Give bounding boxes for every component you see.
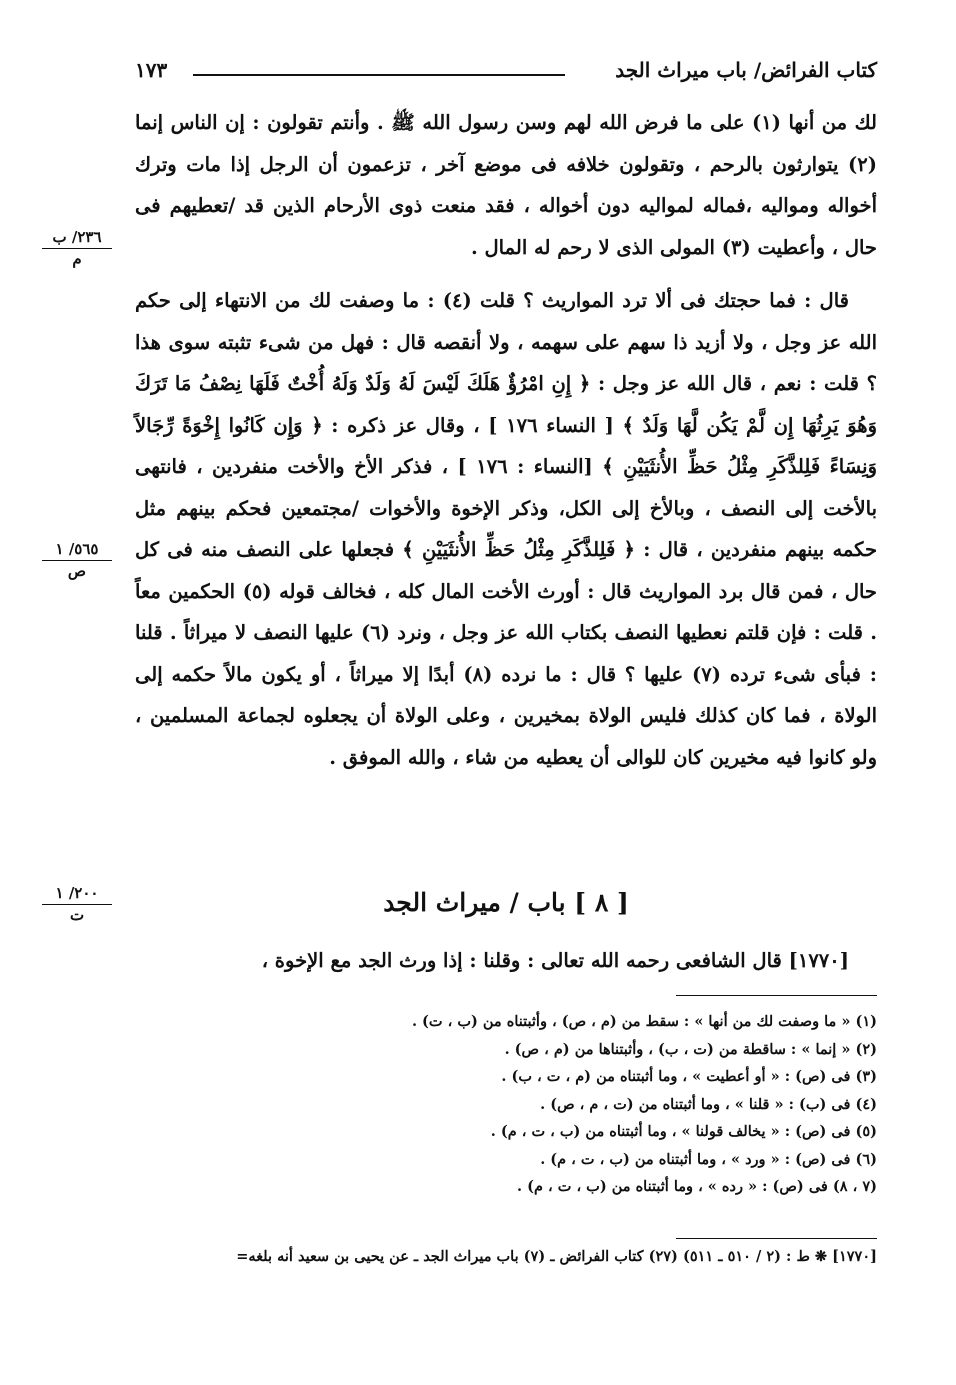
paragraph-2-block [135,280,877,778]
footnote: (١) « ما وصفت لك من أنها » : سقط من (م ، ص) ، وأثبتناه من (ب ، ت) . [411,1013,877,1030]
margin-note-number: ٢٠٠/ ١ [42,884,112,905]
margin-note-manuscript-s [42,540,112,580]
margin-note-letter: ت [69,906,85,924]
footnotes [200,1008,877,1201]
header-rule [193,74,565,76]
footnote-rule [676,995,877,996]
footnote: (٧ ، ٨) فى (ص) : « رده » ، وما أثبتناه من (ب ، ت ، م) . [517,1178,877,1195]
footnote: (٦) فى (ص) : « ورد » ، وما أثبتناه من (ب ، ت ، م) . [540,1150,877,1168]
margin-note-number: ٢٣٦/ ب [42,228,112,249]
footnote: (٣) فى (ص) : « أو أعطيت » ، وما أثبتناه من (م ، ت ، ب) . [501,1068,877,1085]
opening-line-block [135,940,877,982]
chapter-title: [ ٨ ] باب / ميراث الجد [383,888,629,917]
margin-note-manuscript-t [42,884,112,924]
page-number: ١٧٣ [135,58,168,82]
margin-note-number: ٥٦٥/ ١ [42,540,112,561]
opening-line: [١٧٧٠] قال الشافعى رحمه الله تعالى : وقلنا : إذا ورث الجد مع الإخوة ، [261,949,849,972]
margin-note-letter: م [72,250,82,268]
footnote: (٢) « إنما » : ساقطة من (ت ، ب) ، وأثبتناها من (م ، ص) . [504,1040,877,1058]
paragraph-1-block [135,102,877,268]
footnote: (٥) فى (ص) : « يخالف قولنا » ، وما أثبتناه من (ب ، ت ، م) . [490,1123,877,1140]
footnote: (٤) فى (ب) : « قلنا » ، وما أثبتناه من (ت ، م ، ص) . [540,1095,877,1113]
source-rule [676,1238,877,1239]
paragraph-2: قال : فما حجتك فى ألا ترد المواريث ؟ قلت (٤) : ما وصفت لك من الانتهاء إلى حكم الله عز وجل ، ولا أزيد ذا سهم على سهمه ، ولا أنقصه قال : فهل من شىء تثبته سوى هذا ؟ قلت : نعم ، قال الله عز وجل : ﴿ إِنِ امْرُؤٌ هَلَكَ لَيْسَ لَهُ وَلَدٌ وَلَهُ أُخْتٌ فَلَهَا نِصْفُ مَا تَرَكَ وَهُوَ يَرِثُهَا إِن لَّمْ يَكُن لَّهَا وَلَدٌ ﴾ [ النساء ١٧٦ ] ، وقال عز ذكره : ﴿ وَإِن كَانُوا إِخْوَةً رِّجَالاً وَنِسَاءً فَلِلذَّكَرِ مِثْلُ حَظِّ الأُنثَيَيْنِ ﴾ [النساء : ١٧٦ ] ، فذكر الأخ والأخت منفردين ، فانتهى بالأخت إلى النصف ، وبالأخ إلى الكل، وذكر الإخوة والأخوات /مجتمعين فحكم بينهم مثل حكمه بينهم منفردين ، قال : ﴿ فَلِلذَّكَرِ مِثْلُ حَظِّ الأُنثَيَيْنِ ﴾ فجعلها على النصف منه فى كل حال ، فمن قال برد المواريث قال : أورث الأخت المال كله ، فخالف قوله (٥) الحكمين معاً . قلت : فإن قلتم نعطيها النصف بكتاب الله عز وجل ، ونرد (٦) عليها النصف لا ميراثاً . قلنا : فبأى شىء ترده (٧) عليها ؟ قال : ما نرده (٨) أبدًا إلا ميراثاً ، أو يكون مالاً حكمه إلى الولاة ، فما كان كذلك فليس الولاة بمخيرين ، وعلى الولاة أن يجعلوه لجماعة المسلمين ، ولو كانوا فيه مخيرين كان للوالى أن يعطيه من شاء ، والله الموفق . [135,289,877,769]
source-note: [١٧٧٠] ❋ ط : (٢ / ٥١٠ ـ ٥١١) (٢٧) كتاب الفرائض ـ (٧) باب ميراث الجد ـ عن يحيى بن سعيد أنه بلغه= [236,1248,877,1265]
margin-note-manuscript-m [42,228,112,268]
margin-note-letter: ص [67,562,87,580]
running-title: كتاب الفرائض/ باب ميراث الجد [615,58,877,82]
paragraph-1: لك من أنها (١) على ما فرض الله لهم وسن رسول الله ﷺ . وأنتم تقولون : إن الناس إنما (٢) يتوارثون بالرحم ، وتقولون خلافه فى موضع آخر ، تزعمون أن الرجل إذا مات وترك أخواله ومواليه ،فماله لمواليه دون أخواله ، فقد منعت ذوى الأرحام الذين قد /تعطيهم فى حال ، وأعطيت (٣) المولى الذى لا رحم له المال . [135,111,877,259]
page-header [135,58,877,92]
